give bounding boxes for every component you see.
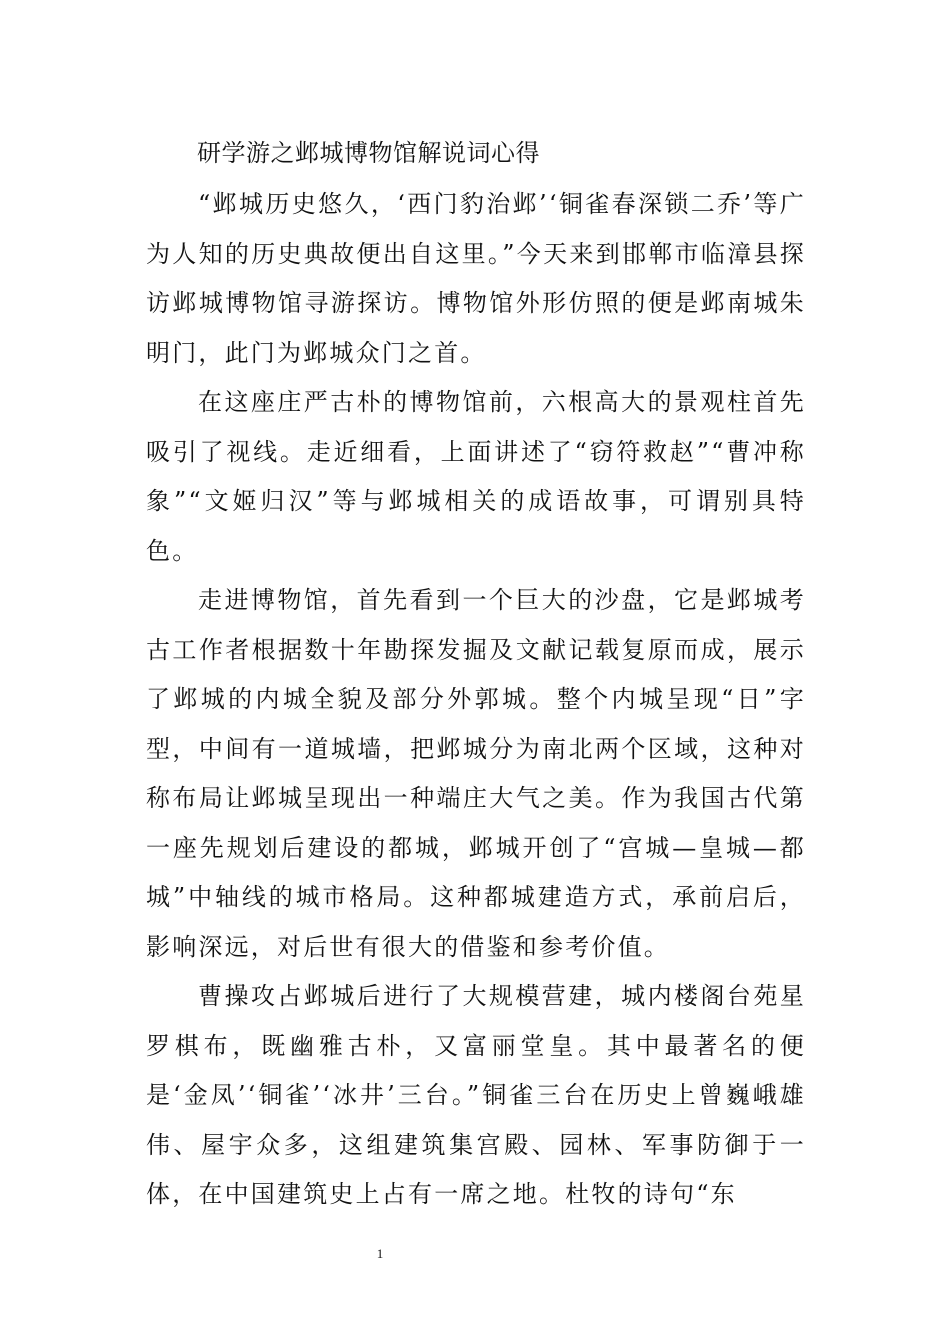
page-number: 1 (376, 1246, 384, 1261)
document-body (146, 180, 806, 1220)
paragraph: 走进博物馆，首先看到一个巨大的沙盘，它是邺城考古工作者根据数十年勘探发掘及文献记载复原而成，展示了邺城的内城全貌及部分外郭城。整个内城呈现“日”字型，中间有一道城墙，把邺城分为南北两个区域，这种对称布局让邺城呈现出一种端庄大气之美。作为我国古代第一座先规划后建设的都城，邺城开创了“宫城—皇城—都城”中轴线的城市格局。这种都城建造方式，承前启后，影响深远，对后世有很大的借鉴和参考价值。 (146, 586, 806, 961)
paragraph: 在这座庄严古朴的博物馆前，六根高大的景观柱首先吸引了视线。走近细看，上面讲述了“窃符救赵”“曹冲称象”“文姬归汉”等与邺城相关的成语故事，可谓别具特色。 (146, 388, 806, 565)
paragraph: “邺城历史悠久，‘西门豹治邺’‘铜雀春深锁二乔’等广为人知的历史典故便出自这里。”今天来到邯郸市临漳县探访邺城博物馆寻游探访。博物馆外形仿照的便是邺南城朱明门，此门为邺城众门之首。 (146, 190, 806, 367)
document-title: 研学游之邺城博物馆解说词心得 (197, 139, 540, 167)
paragraph: 曹操攻占邺城后进行了大规模营建，城内楼阁台苑星罗棋布，既幽雅古朴，又富丽堂皇。其中最著名的便是‘金凤’‘铜雀’‘冰井’三台。”铜雀三台在历史上曾巍峨雄伟、屋宇众多，这组建筑集宫殿、园林、军事防御于一体，在中国建筑史上占有一席之地。杜牧的诗句“东 (146, 982, 806, 1208)
